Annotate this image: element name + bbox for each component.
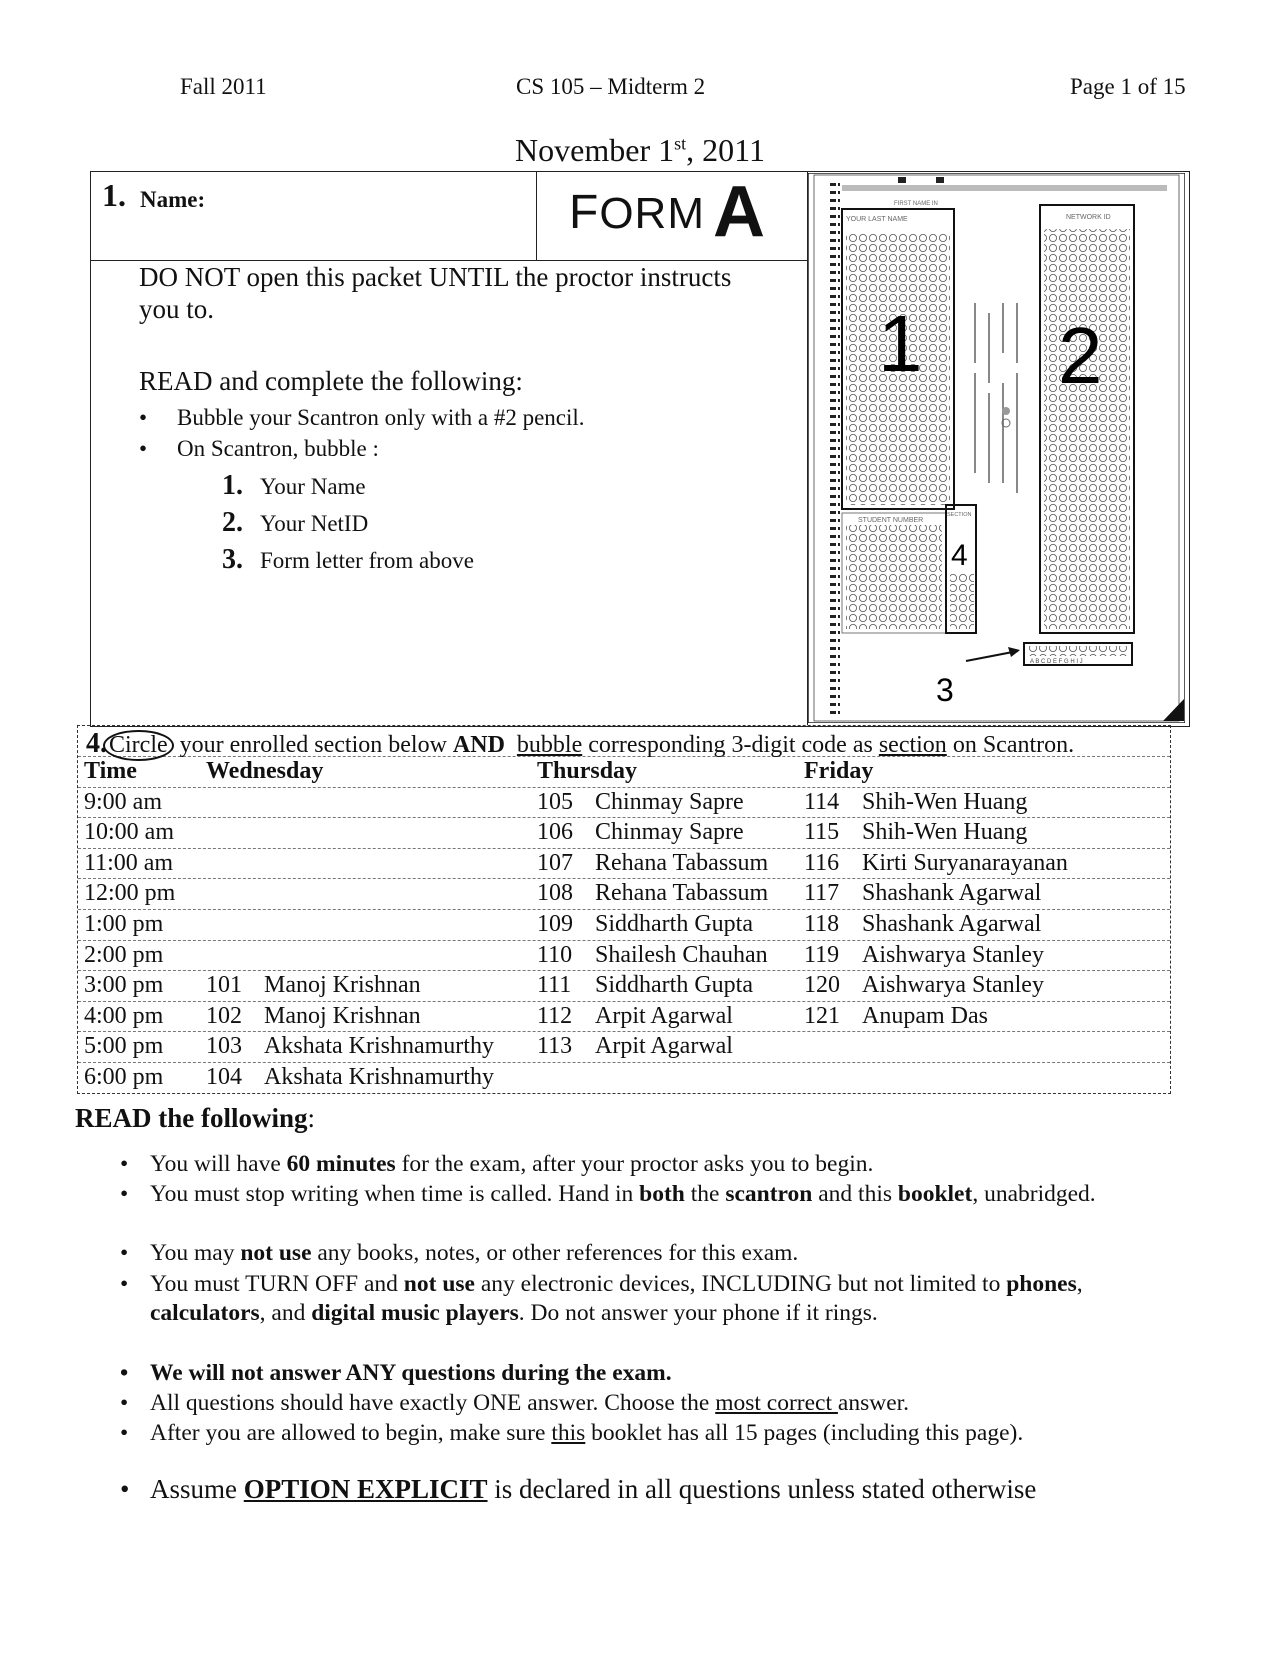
cell-fri-name: Shashank Agarwal xyxy=(862,880,1042,907)
cell-time: 12:00 pm xyxy=(84,880,176,907)
cell-thu-code: 108 xyxy=(537,880,573,907)
scantron-label-student-number: STUDENT NUMBER xyxy=(858,517,924,524)
cell-time: 3:00 pm xyxy=(84,972,164,999)
rule-devices: • You must TURN OFF and not use any electronic devices, INCLUDING but not limited to phones, calculators, and digital music players. Do not answer your phone if it rings. xyxy=(120,1270,1230,1328)
cell-fri-name: Shih-Wen Huang xyxy=(862,788,1028,815)
cell-thu-code: 105 xyxy=(537,788,573,815)
date-suffix: st xyxy=(674,133,687,154)
cell-fri-name: Kirti Suryanarayanan xyxy=(862,849,1068,876)
cell-fri-name: Aishwarya Stanley xyxy=(862,941,1044,968)
header-course: CS 105 – Midterm 2 xyxy=(516,74,706,99)
rule-no-books: • You may not use any books, notes, or other references for this exam. xyxy=(120,1240,1230,1267)
table-row xyxy=(78,941,1170,972)
cell-fri-name: Anupam Das xyxy=(862,1002,988,1029)
cell-fri-code: 115 xyxy=(804,819,840,846)
cell-wed-code: 104 xyxy=(206,1063,242,1090)
bullet-pencil: • Bubble your Scantron only with a #2 pencil. xyxy=(139,402,585,433)
cell-thu-code: 112 xyxy=(537,1002,573,1029)
scantron-marker-2: 2 xyxy=(1058,311,1103,400)
cell-fri-code: 120 xyxy=(804,972,840,999)
scantron-label-first-name: FIRST NAME IN xyxy=(894,201,938,207)
table-row xyxy=(78,1002,1170,1033)
form-letter: A xyxy=(713,172,765,252)
table-row xyxy=(78,971,1170,1002)
cell-fri-code: 116 xyxy=(804,849,840,876)
cell-thu-name: Chinmay Sapre xyxy=(595,788,744,815)
section-instruction: 4.Circle your enrolled section below AND bubble corresponding 3-digit code as section on Scantron. xyxy=(86,728,1075,759)
table-row xyxy=(78,910,1170,941)
header-friday: Friday xyxy=(804,758,874,784)
cell-wed-name: Akshata Krishnamurthy xyxy=(264,1033,494,1060)
table-row xyxy=(78,1063,1170,1093)
rule-stop-writing: • You must stop writing when time is called. Hand in both the scantron and this booklet, unabridged. xyxy=(120,1181,1230,1208)
name-cell xyxy=(90,171,537,261)
header-time: Time xyxy=(84,758,137,784)
cell-time: 10:00 am xyxy=(84,819,174,846)
scantron-label-last-name: YOUR LAST NAME xyxy=(846,216,908,223)
table-row xyxy=(78,1032,1170,1063)
instruction-steps xyxy=(222,468,474,579)
cell-fri-code: 117 xyxy=(804,880,840,907)
cell-wed-code: 101 xyxy=(206,972,242,999)
scantron-label-letters: A B C D E F G H I J xyxy=(1030,659,1083,665)
header-term: Fall 2011 xyxy=(180,74,267,99)
cell-fri-name: Shashank Agarwal xyxy=(862,910,1042,937)
scantron-illustration xyxy=(808,173,1185,723)
cell-thu-code: 111 xyxy=(537,972,572,999)
scantron-label-network-id: NETWORK ID xyxy=(1066,214,1111,221)
cell-fri-name: Aishwarya Stanley xyxy=(862,972,1044,999)
step-item: 1. Your Name xyxy=(222,470,366,501)
cell-thu-name: Arpit Agarwal xyxy=(595,1033,733,1060)
cell-thu-name: Rehana Tabassum xyxy=(595,880,769,907)
name-number: 1. xyxy=(102,177,126,213)
cell-fri-code: 118 xyxy=(804,910,840,937)
cell-time: 4:00 pm xyxy=(84,1002,164,1029)
rule-page-count: • After you are allowed to begin, make sure this booklet has all 15 pages (including this page). xyxy=(120,1420,1230,1447)
step-item: 2. Your NetID xyxy=(222,507,369,538)
cell-wed-name: Manoj Krishnan xyxy=(264,972,421,999)
rule-no-questions: • We will not answer ANY questions during the exam. xyxy=(120,1360,1230,1387)
rule-time: • You will have 60 minutes for the exam, after your proctor asks you to begin. xyxy=(120,1151,1230,1178)
date-month: November 1 xyxy=(515,132,675,168)
table-header xyxy=(78,757,1170,788)
header-page: Page 1 of 15 xyxy=(1070,74,1186,99)
scantron-label-section: SECTION xyxy=(947,512,972,518)
form-word: FORM xyxy=(569,186,705,239)
cell-thu-code: 110 xyxy=(537,941,573,968)
cell-fri-code: 114 xyxy=(804,788,840,815)
cell-thu-name: Siddharth Gupta xyxy=(595,910,753,937)
cell-time: 11:00 am xyxy=(84,849,174,876)
cell-wed-name: Akshata Krishnamurthy xyxy=(264,1063,494,1090)
circle-word: Circle xyxy=(103,730,174,761)
section-table xyxy=(77,725,1171,1094)
cell-time: 1:00 pm xyxy=(84,910,164,937)
date-year: , 2011 xyxy=(686,132,765,168)
scantron-marker-3: 3 xyxy=(936,672,954,708)
cell-time: 9:00 am xyxy=(84,788,162,815)
instruction-line2: you to. xyxy=(139,294,215,324)
cell-wed-code: 102 xyxy=(206,1002,242,1029)
cell-wed-name: Manoj Krishnan xyxy=(264,1002,421,1029)
exam-date xyxy=(0,132,1280,169)
cell-thu-name: Siddharth Gupta xyxy=(595,972,753,999)
table-row xyxy=(78,818,1170,849)
cell-thu-code: 107 xyxy=(537,849,573,876)
instruction-line1: DO NOT open this packet UNTIL the proctor instructs xyxy=(139,262,732,292)
table-row xyxy=(78,849,1170,880)
cell-time: 6:00 pm xyxy=(84,1063,164,1090)
name-label: Name: xyxy=(140,187,206,212)
read-following-title: READ the following: xyxy=(75,1103,316,1133)
cell-fri-name: Shih-Wen Huang xyxy=(862,819,1028,846)
form-cell xyxy=(537,171,807,261)
cell-thu-code: 109 xyxy=(537,910,573,937)
cell-thu-code: 113 xyxy=(537,1033,573,1060)
step-item: 3. Form letter from above xyxy=(222,544,474,575)
instruction-bullets xyxy=(139,402,585,464)
cell-time: 5:00 pm xyxy=(84,1033,164,1060)
table-row xyxy=(78,879,1170,910)
cell-fri-code: 119 xyxy=(804,941,840,968)
cell-thu-name: Shailesh Chauhan xyxy=(595,941,768,968)
rule-one-answer: • All questions should have exactly ONE answer. Choose the most correct answer. xyxy=(120,1390,1230,1417)
cell-thu-code: 106 xyxy=(537,819,573,846)
cell-time: 2:00 pm xyxy=(84,941,164,968)
cell-thu-name: Chinmay Sapre xyxy=(595,819,744,846)
header-thursday: Thursday xyxy=(537,758,638,784)
scantron-marker-4: 4 xyxy=(951,539,968,572)
section-instruction-row xyxy=(78,726,1170,757)
cell-thu-name: Rehana Tabassum xyxy=(595,849,769,876)
table-row xyxy=(78,788,1170,819)
header-wednesday: Wednesday xyxy=(206,758,324,784)
cell-wed-code: 103 xyxy=(206,1033,242,1060)
cell-fri-code: 121 xyxy=(804,1002,840,1029)
rule-option-explicit: • Assume OPTION EXPLICIT is declared in all questions unless stated otherwise xyxy=(120,1474,1230,1505)
cell-thu-name: Arpit Agarwal xyxy=(595,1002,733,1029)
bullet-bubble: • On Scantron, bubble : xyxy=(139,433,585,464)
read-complete-line: READ and complete the following: xyxy=(139,366,523,396)
scantron-marker-1: 1 xyxy=(878,299,923,388)
